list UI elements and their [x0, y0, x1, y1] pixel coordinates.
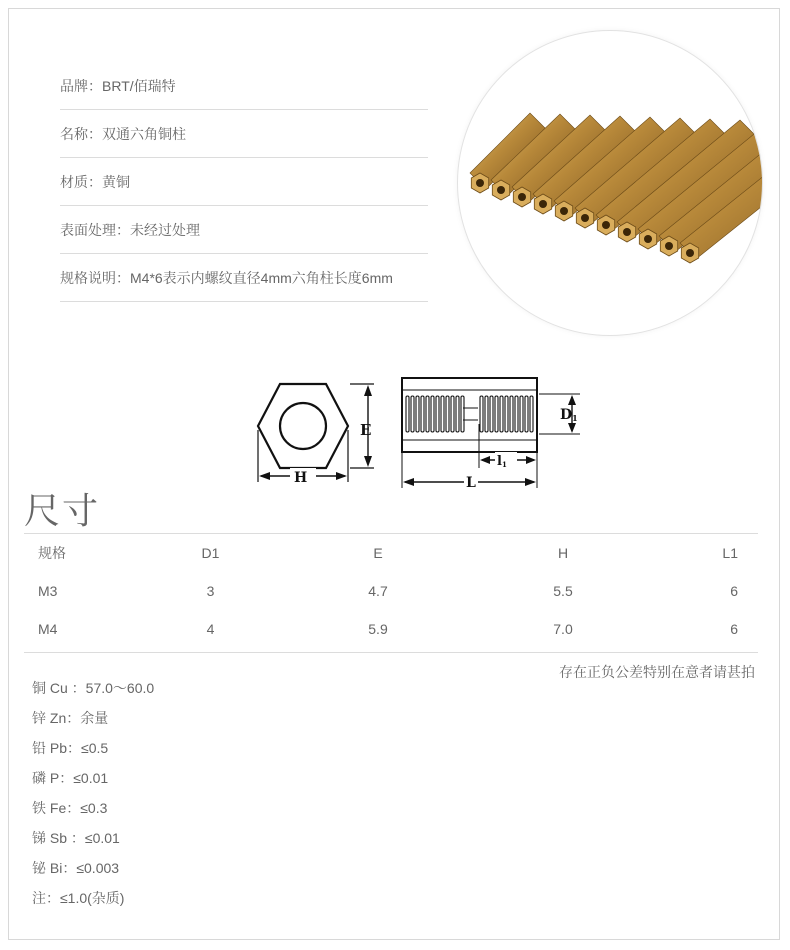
- thread-line: [461, 396, 464, 432]
- thread-line: [426, 396, 429, 432]
- thread-line: [525, 396, 528, 432]
- thread-line: [520, 396, 523, 432]
- thread-line: [515, 396, 518, 432]
- brass-standoffs-image: [458, 31, 762, 335]
- hex-outline-icon: [258, 384, 348, 468]
- label-l1: l1: [497, 454, 507, 469]
- thread-line: [411, 396, 414, 432]
- product-photo: [457, 30, 763, 336]
- standoff-hole: [686, 249, 694, 257]
- cell-d1: 4: [206, 621, 215, 637]
- composition-list: [32, 678, 154, 918]
- thread-line: [456, 396, 459, 432]
- composition-item: 铅 Pb：≤0.5: [32, 740, 109, 756]
- tolerance-note: 存在正负公差特别在意者请甚拍: [559, 664, 755, 680]
- cell-h: 7.0: [553, 621, 573, 637]
- composition-item: 铋 Bi：≤0.003: [32, 860, 120, 876]
- label-l: L: [466, 475, 476, 491]
- thread-line: [485, 396, 488, 432]
- composition-item: 磷 P：≤0.01: [32, 770, 109, 786]
- thread-line: [500, 396, 503, 432]
- spec-description: 规格说明：M4*6表示内螺纹直径4mm六角柱长度6mm: [60, 254, 428, 302]
- spec-name: 名称：双通六角铜柱: [60, 110, 428, 158]
- thread-line: [480, 396, 483, 432]
- table-divider: [24, 652, 758, 653]
- cell-spec: M3: [38, 583, 58, 599]
- standoff-hole: [581, 214, 589, 222]
- composition-item: 锑 Sb ：≤0.01: [32, 830, 120, 846]
- composition-item: 锌 Zn：余量: [32, 710, 109, 726]
- label-d1: D1: [560, 407, 578, 423]
- label-h: H: [294, 470, 308, 486]
- cell-e: 5.9: [368, 621, 388, 637]
- thread-line: [431, 396, 434, 432]
- section-title-size: 尺寸: [24, 490, 101, 531]
- standoff-hole: [497, 186, 505, 194]
- thread-line: [436, 396, 439, 432]
- composition-item: 注：≤1.0(杂质): [32, 890, 125, 906]
- thread-line: [505, 396, 508, 432]
- thread-line: [416, 396, 419, 432]
- composition-item: 铁 Fe：≤0.3: [32, 800, 108, 816]
- standoff-hole: [644, 235, 652, 243]
- cell-d1: 3: [206, 583, 215, 599]
- spec-surface: 表面处理：未经过处理: [60, 206, 428, 254]
- thread-line: [490, 396, 493, 432]
- size-table: [24, 533, 758, 648]
- standoff-hole: [602, 221, 610, 229]
- standoff-hole: [476, 179, 484, 187]
- standoff-hole: [539, 200, 547, 208]
- header-l1: L1: [722, 545, 738, 561]
- technical-drawing: [250, 372, 590, 492]
- spec-list: [60, 62, 428, 302]
- thread-line: [441, 396, 444, 432]
- table-header-row: [24, 534, 758, 573]
- thread-line: [510, 396, 513, 432]
- bore-circle-icon: [280, 403, 326, 449]
- header-e: E: [373, 545, 383, 561]
- spec-brand: 品牌：BRT/佰瑞特: [60, 62, 428, 110]
- thread-line: [446, 396, 449, 432]
- standoff-hole: [665, 242, 673, 250]
- label-e: E: [360, 421, 372, 439]
- standoff-hole: [518, 193, 526, 201]
- composition-item: 铜 Cu ：57.0～60.0: [32, 680, 155, 696]
- thread-line: [406, 396, 409, 432]
- thread-line: [530, 396, 533, 432]
- body-side-view: [402, 378, 537, 452]
- cell-l1: 6: [730, 621, 738, 637]
- thread-pattern: [406, 396, 533, 432]
- standoff-hole: [560, 207, 568, 215]
- cell-e: 4.7: [368, 583, 388, 599]
- thread-line: [451, 396, 454, 432]
- table-row: [24, 572, 758, 610]
- standoff-hole: [623, 228, 631, 236]
- thread-line: [421, 396, 424, 432]
- cell-h: 5.5: [553, 583, 573, 599]
- header-h: H: [557, 545, 569, 561]
- thread-line: [495, 396, 498, 432]
- table-row: [24, 610, 758, 648]
- header-spec: 规格: [38, 545, 66, 561]
- spec-material: 材质：黄铜: [60, 158, 428, 206]
- cell-spec: M4: [38, 621, 58, 637]
- cell-l1: 6: [730, 583, 738, 599]
- header-d1: D1: [201, 545, 220, 561]
